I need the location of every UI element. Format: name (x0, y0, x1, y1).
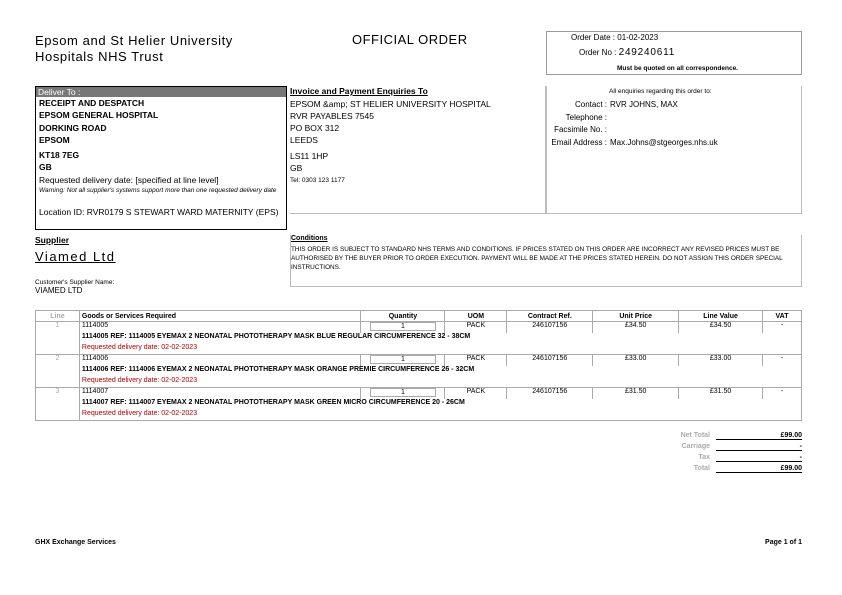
item-vat: - (763, 322, 802, 333)
col-header-line: Line (36, 311, 80, 322)
conditions-text: THIS ORDER IS SUBJECT TO STANDARD NHS TERMS AND CONDITIONS. IF PRICES STATED ON THIS ORDER ARE INCORRECT ANY REVISED PRICES MUST BE AUTHORISED BY THE BUYER PRIOR TO ORDER EXECUTION. PAYMENT WILL BE MADE AT THE PRICES STATED HEREIN. DO NOT ASSIGN THIS ORDER SPECIAL INSTRUCTIONS. (291, 246, 783, 271)
item-quantity: 1 (370, 322, 436, 331)
deliver-line-6: GB (39, 162, 52, 172)
tax-row (620, 454, 802, 465)
tax-label: Tax (698, 454, 710, 461)
order-info-box (546, 31, 802, 75)
invoice-tel: Tel: 0303 123 1177 (290, 177, 345, 184)
telephone-label: Telephone : (565, 113, 607, 122)
item-contract: 246107156 (507, 322, 593, 333)
table-row (36, 322, 802, 333)
invoice-line-2: RVR PAYABLES 7545 (290, 111, 374, 121)
item-uom: PACK (445, 388, 507, 399)
net-total-value: £99.00 (716, 432, 802, 440)
quote-note: Must be quoted on all correspondence. (617, 65, 738, 72)
table-row-description (36, 399, 802, 410)
item-description: 1114007 REF: 1114007 EYEMAX 2 NEONATAL PHOTOTHERAPY MASK GREEN MICRO CIRCUMFERENCE 20 - 26CM (79, 399, 801, 410)
item-quantity: 1 (370, 355, 436, 364)
col-header-line-value: Line Value (679, 311, 763, 322)
org-line-1: Epsom and St Helier University (35, 33, 233, 48)
table-row-date (36, 410, 802, 421)
invoice-line-4: LEEDS (290, 135, 318, 145)
grand-total-label: Total (693, 465, 710, 472)
item-code: 1114005 (79, 322, 361, 333)
order-date-label: Order Date : (571, 33, 616, 42)
enquiries-heading: All enquiries regarding this order to: (609, 88, 712, 95)
invoice-line-6: GB (290, 163, 303, 173)
item-vat: - (763, 388, 802, 399)
customer-supplier-value: VIAMED LTD (35, 286, 83, 295)
item-uom: PACK (445, 322, 507, 333)
contact-label: Contact : (574, 100, 607, 109)
supplier-name: Viamed Ltd (35, 249, 116, 264)
order-no-label: Order No : (579, 48, 617, 57)
location-id: Location ID: RVR0179 S STEWART WARD MATERNITY (EPS) (39, 207, 279, 217)
carriage-label: Carriage (681, 443, 710, 450)
grand-total-value: £99.00 (716, 465, 802, 473)
conditions-box (290, 235, 802, 287)
deliver-to-box (35, 86, 287, 230)
deliver-line-2: EPSOM GENERAL HOSPITAL (39, 110, 159, 120)
net-total-label: Net Total (680, 432, 710, 439)
invoice-box (290, 86, 546, 214)
item-uom: PACK (445, 355, 507, 366)
grand-total-row (620, 465, 802, 476)
enquiries-box (546, 86, 802, 214)
deliver-line-4: EPSOM (39, 135, 70, 145)
invoice-line-5: LS11 1HP (290, 151, 329, 161)
net-total-row (620, 432, 802, 443)
carriage-value: - (716, 443, 802, 451)
order-lines-table (35, 310, 802, 421)
contact-value: RVR JOHNS, MAX (610, 100, 678, 109)
totals-block (620, 432, 802, 476)
footer-page-number: Page 1 of 1 (765, 539, 802, 546)
order-date-value: 01-02-2023 (617, 33, 659, 42)
item-vat: - (763, 355, 802, 366)
tax-value: - (716, 454, 802, 462)
item-description: 1114006 REF: 1114006 EYEMAX 2 NEONATAL PHOTOTHERAPY MASK ORANGE PREMIE CIRCUMFERENCE 26 - 32CM (79, 366, 801, 377)
email-value[interactable]: Max.Johns@stgeorges.nhs.uk (610, 138, 718, 147)
deliver-line-5: KT18 7EG (39, 150, 80, 160)
org-line-2: Hospitals NHS Trust (35, 49, 164, 64)
item-code: 1114006 (79, 355, 361, 366)
deliver-line-3: DORKING ROAD (39, 123, 107, 133)
item-requested-date: Requested delivery date: 02-02-2023 (79, 344, 801, 355)
col-header-quantity: Quantity (361, 311, 445, 322)
invoice-line-3: PO BOX 312 (290, 123, 340, 133)
email-label: Email Address : (551, 138, 607, 147)
table-row (36, 355, 802, 366)
line-number: 2 (36, 355, 80, 366)
table-row-date (36, 377, 802, 388)
item-contract: 246107156 (507, 355, 593, 366)
deliver-to-heading: Deliver To : (36, 87, 286, 97)
table-header-row (36, 311, 802, 322)
order-no-value: 249240611 (618, 47, 676, 58)
invoice-line-1: EPSOM &amp; ST HELIER UNIVERSITY HOSPITAL (290, 99, 491, 109)
col-header-unit-price: Unit Price (593, 311, 679, 322)
item-contract: 246107156 (507, 388, 593, 399)
table-row (36, 388, 802, 399)
col-header-uom: UOM (445, 311, 507, 322)
requested-delivery-date: Requested delivery date: [specified at line level] (39, 175, 219, 185)
item-line-value: £31.50 (679, 388, 763, 399)
item-code: 1114007 (79, 388, 361, 399)
deliver-line-1: RECEIPT AND DESPATCH (39, 98, 145, 108)
customer-supplier-label: Customer's Supplier Name: (35, 279, 115, 286)
line-number: 1 (36, 322, 80, 333)
document-title: OFFICIAL ORDER (352, 32, 468, 47)
organisation-name (35, 33, 233, 65)
supplier-heading: Supplier (35, 235, 70, 245)
facsimile-label: Facsimile No. : (554, 125, 607, 134)
item-unit-price: £33.00 (593, 355, 679, 366)
col-header-contract: Contract Ref. (507, 311, 593, 322)
invoice-heading: Invoice and Payment Enquiries To (290, 86, 428, 96)
line-number: 3 (36, 388, 80, 399)
item-description: 1114005 REF: 1114005 EYEMAX 2 NEONATAL PHOTOTHERAPY MASK BLUE REGULAR CIRCUMFERENCE 32 - 38CM (79, 333, 801, 344)
conditions-heading: Conditions (291, 235, 328, 242)
item-line-value: £33.00 (679, 355, 763, 366)
carriage-row (620, 443, 802, 454)
item-quantity: 1 (370, 388, 436, 397)
footer-left: GHX Exchange Services (35, 539, 116, 546)
item-requested-date: Requested delivery date: 02-02-2023 (79, 377, 801, 388)
table-row-description (36, 366, 802, 377)
item-line-value: £34.50 (679, 322, 763, 333)
delivery-warning: Warning: Not all supplier's systems support more than one requested delivery date (39, 187, 277, 194)
col-header-vat: VAT (763, 311, 802, 322)
item-unit-price: £31.50 (593, 388, 679, 399)
item-requested-date: Requested delivery date: 02-02-2023 (79, 410, 801, 421)
table-row-description (36, 333, 802, 344)
item-unit-price: £34.50 (593, 322, 679, 333)
col-header-goods: Goods or Services Required (79, 311, 361, 322)
table-row-date (36, 344, 802, 355)
